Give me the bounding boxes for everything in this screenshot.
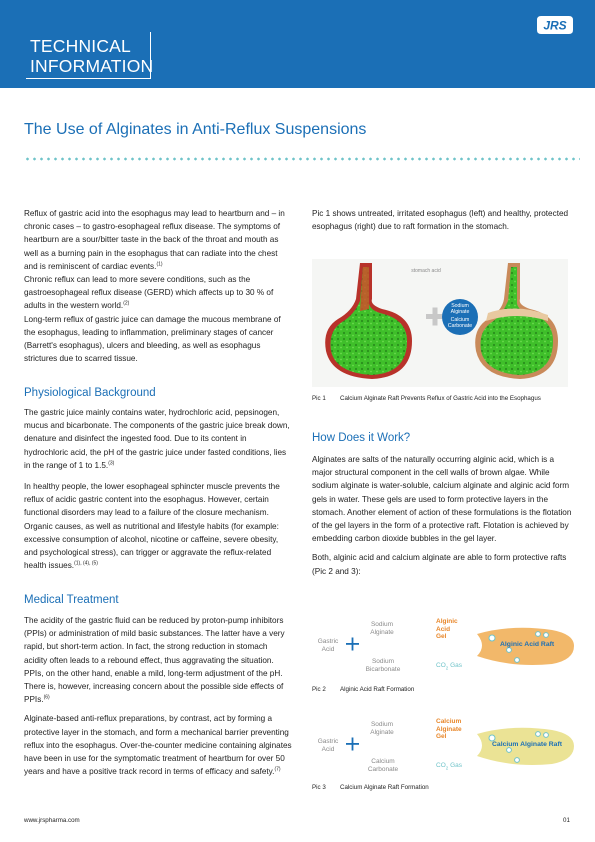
pic1-caption: Pic 1 Calcium Alginate Raft Prevents Reflux of Gastric Acid into the Esophagus [312, 395, 541, 402]
dotted-divider [24, 156, 580, 162]
physiological-paragraph-2: In healthy people, the lower esophageal sphincter muscle prevents the reflux of acidic gastric content into the esophagus. However, certain functional disorders may lead to a failure of the closure mechanism. Organic causes, as well as nutritional and lifestyle habits (for example: excessive consumption of alcohol, nicotine or caffeine, severe obesity, and psychological stress), can trigger or aggravate the reflux-related health issues.$^{(1), (4), (5)}$ [24, 482, 280, 571]
how-text [312, 453, 574, 578]
medical-paragraph-2: Alginate-based anti-reflux preparations, by contrast, act by forming a protective layer in the stomach, and form a mechanical barrier preventing reflux into the esophagus. Over-the-counter medicine containing alginates have been in use for the symptomatic treatment of heartburn for over 50 years and have a positive track record in terms of efficacy and safety.$^{(7)}$ [24, 714, 292, 777]
heading-physiological: Physiological Background [24, 387, 156, 399]
stomach-illustration [312, 259, 568, 387]
heading-how: How Does it Work? [312, 432, 411, 444]
pic3-caption: Pic 3 Calcium Alginate Raft Formation [312, 784, 429, 791]
pic-intro-text: Pic 1 shows untreated, irritated esophagus (left) and healthy, protected esophagus (right) due to raft formation in the stomach. [312, 209, 569, 232]
pic2-alginic-acid-gel: Alginic Acid Gel [436, 618, 458, 640]
pic3-gastric-acid: Gastric Acid [317, 738, 339, 753]
page-number: 01 [563, 817, 570, 824]
pic2-gastric-acid: Gastric Acid [317, 638, 339, 653]
how-paragraph-2: Both, alginic acid and calcium alginate are able to form protective rafts (Pic 2 and 3): [312, 553, 567, 576]
alginate-badge: Sodium Alginate Calcium Carbonate [447, 303, 473, 329]
pic2-sodium-bicarbonate: Sodium Bicarbonate [365, 658, 401, 673]
pic3-sodium-alginate: Sodium Alginate [370, 721, 394, 736]
intro-paragraph-3: Long-term reflux of gastric juice can damage the mucous membrane of the esophagus, leading to inflammation, preliminary stages of cancer (Barrett's esophagus), ulcers and bleeding, as well as esophagus strictures due to scarred tissue. [24, 314, 281, 364]
medical-text [24, 614, 292, 778]
document-title: The Use of Alginates in Anti-Reflux Suspensions [24, 121, 367, 138]
pic3-calcium-alginate-gel: Calcium Alginate Gel [436, 718, 462, 740]
intro-paragraph-1: Reflux of gastric acid into the esophagus may lead to heartburn and – in chronic cases – to gastro-esophageal reflux disease. The symptoms of heartburn are a sour/bitter taste in the back of the throat and mouth as well as a burning pain in the esophagus that can radiate into the chest and is reminiscent of cardiac events.$^{(1)}$ [24, 209, 285, 271]
heading-medical: Medical Treatment [24, 594, 119, 606]
physiological-text [24, 406, 292, 572]
pic2-raft-label: Alginic Acid Raft [500, 641, 555, 648]
stomach-acid-label: stomach acid [411, 268, 441, 274]
header-banner [0, 0, 595, 88]
svg-text:JRS: JRS [543, 18, 567, 33]
header-title: TECHNICAL INFORMATION [30, 36, 154, 76]
pic3-calcium-carbonate: Calcium Carbonate [367, 758, 399, 773]
medical-paragraph-1: The acidity of the gastric fluid can be reduced by proton-pump inhibitors (PPIs) or administration of mild basic substances. The latter have a very rapid, but short-term action. In fact, the strong reduction in stomach acidity often leads to a rebound effect, thus aggravating the situation. PPIs, on the other hand, enable a mild, long-term adjustment of the pH. There is, however, increasing concern about the possible side effects of PPIs.$^{(6)}$ [24, 616, 285, 705]
pic2-caption: Pic 2 Alginic Acid Raft Formation [312, 686, 415, 693]
pic2-sodium-alginate: Sodium Alginate [370, 621, 394, 636]
physiological-paragraph-1: The gastric juice mainly contains water, hydrochloric acid, pepsinogen, mucus and bicarbonate. The components of the gastric juice break down, denature and disinfect the ingested food. Due to its content in hydrochloric acid, the pH of the gastric juice under fasted conditions, lies in the range of 1 to 1.5.$^{(3)}$ [24, 408, 290, 470]
intro-paragraph-2: Chronic reflux can lead to more severe conditions, such as the gastroesophageal reflux disease (GERD) which affects up to 30 % of adults in the western world.$^{(2)}$ [24, 275, 274, 311]
pic3-co2-gas: $CO_2$ Gas [436, 762, 462, 771]
jrs-logo [535, 12, 575, 38]
pic3-diagram [312, 716, 574, 778]
footer-url[interactable]: www.jrspharma.com [24, 817, 80, 824]
pic3-raft-label: Calcium Alginate Raft [492, 741, 562, 748]
pic1-esophagus-illustration [312, 259, 568, 387]
how-paragraph-1: Alginates are salts of the naturally occurring alginic acid, which is a major structural component in the cell walls of brown algae. While sodium alginate is water-soluble, calcium alginate and alginic acid form gels in water. These gels are used to form protective layers in the stomach. Another element of action of these formulations is the flotation of the gel layers in the form of a protective raft. Flotation is achieved by embedding carbon dioxide bubbles in the gel layer. [312, 455, 572, 544]
pic2-co2-gas: $CO_2$ Gas [436, 662, 462, 671]
pic2-diagram [312, 616, 574, 678]
intro-text [24, 207, 292, 365]
